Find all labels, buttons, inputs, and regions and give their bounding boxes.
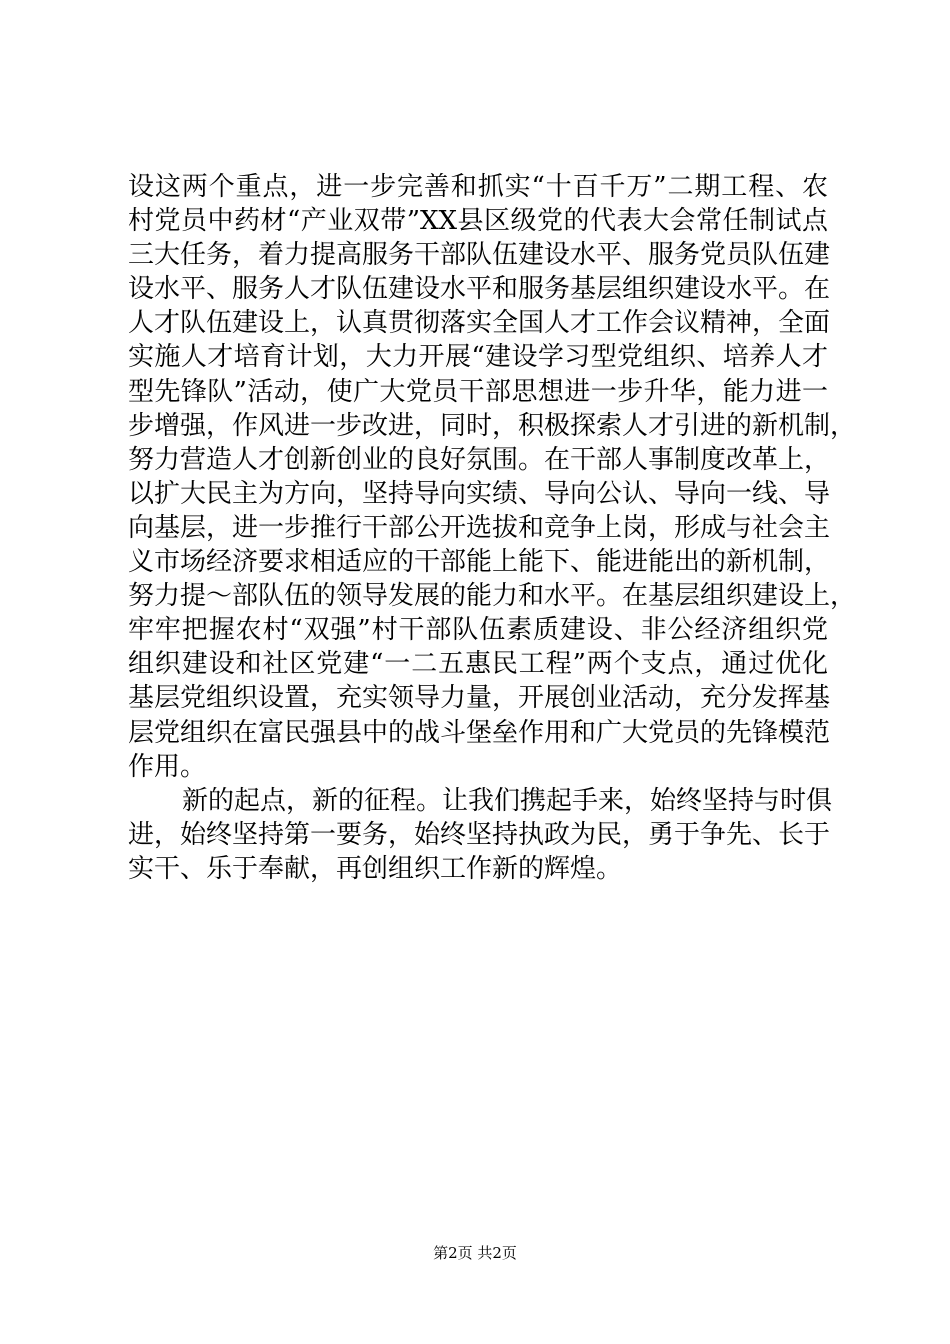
text-line: 人才队伍建设上，认真贯彻落实全国人才工作会议精神，全面 xyxy=(128,308,831,339)
paragraph-1 xyxy=(128,170,857,784)
text-line: 组织建设和社区党建“一二五惠民工程”两个支点，通过优化 xyxy=(128,649,828,680)
text-line: 牢牢把握农村“双强”村干部队伍素质建设、非公经济组织党 xyxy=(128,615,828,646)
text-line: 进，始终坚持第一要务，始终坚持执政为民，勇于争先、长于 xyxy=(128,819,831,850)
text-line: 基层党组织设置，充实领导力量，开展创业活动，充分发挥基 xyxy=(128,683,831,714)
page-number-label: 第2页 共2页 xyxy=(433,1244,517,1262)
text-line: 步增强，作风进一步改进，同时，积极探索人才引进的新机制， xyxy=(128,410,857,441)
text-line: 层党组织在富民强县中的战斗堡垒作用和广大党员的先锋模范 xyxy=(128,717,831,748)
text-line: 实施人才培育计划，大力开展“建设学习型党组织、培养人才 xyxy=(128,342,828,373)
body-text xyxy=(128,170,857,886)
text-line: 新的起点，新的征程。让我们携起手来，始终坚持与时俱 xyxy=(182,785,833,816)
text-line: 村党员中药材“产业双带”XX县区级党的代表大会常任制试点 xyxy=(128,206,828,237)
text-line: 型先锋队”活动，使广大党员干部思想进一步升华，能力进一 xyxy=(128,376,828,407)
text-line: 努力营造人才创新创业的良好氛围。在干部人事制度改革上， xyxy=(128,444,831,475)
paragraph-2 xyxy=(128,784,833,886)
page-footer xyxy=(0,1243,950,1263)
text-line: 三大任务，着力提高服务干部队伍建设水平、服务党员队伍建 xyxy=(128,240,831,271)
text-line: 设水平、服务人才队伍建设水平和服务基层组织建设水平。在 xyxy=(128,274,831,305)
text-line: 努力提～部队伍的领导发展的能力和水平。在基层组织建设上， xyxy=(128,581,857,612)
text-line: 实干、乐于奉献，再创组织工作新的辉煌。 xyxy=(128,853,623,884)
text-line: 以扩大民主为方向，坚持导向实绩、导向公认、导向一线、导 xyxy=(128,478,831,509)
text-line: 义市场经济要求相适应的干部能上能下、能进能出的新机制， xyxy=(128,547,831,578)
text-line: 作用。 xyxy=(128,751,207,782)
text-line: 向基层，进一步推行干部公开选拔和竞争上岗，形成与社会主 xyxy=(128,512,831,543)
text-line: 设这两个重点，进一步完善和抓实“十百千万”二期工程、农 xyxy=(128,172,828,202)
